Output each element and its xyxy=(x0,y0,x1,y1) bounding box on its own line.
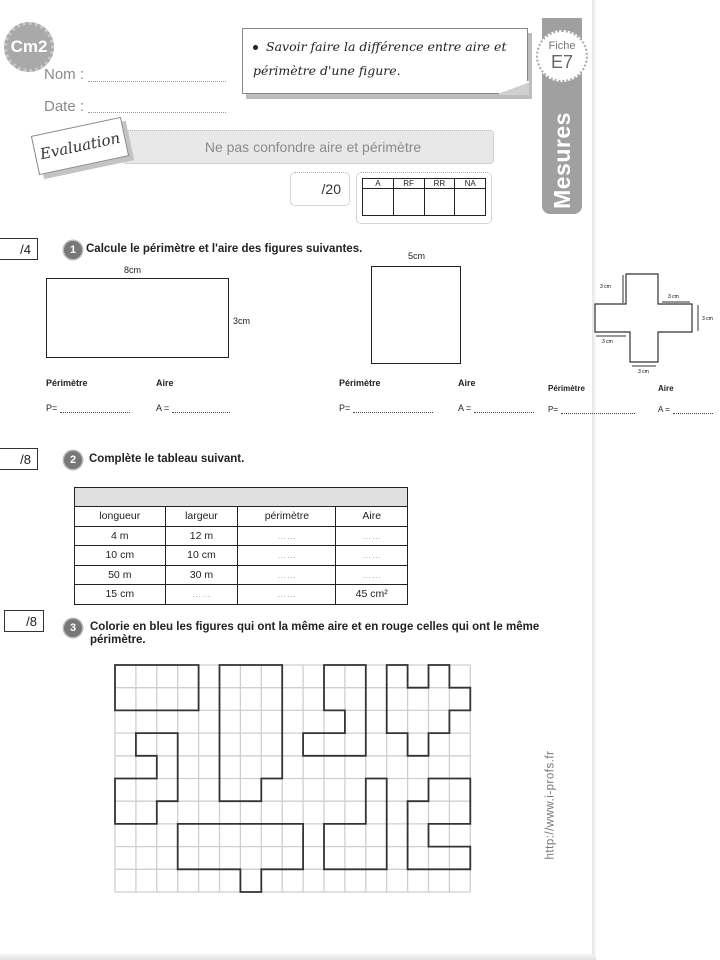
page-edge xyxy=(592,0,596,960)
subject-tab-label xyxy=(540,108,584,212)
fig3-left-arm-label: 3 cm xyxy=(602,339,613,345)
fig1-rectangle xyxy=(46,278,229,358)
grade-cell[interactable] xyxy=(393,189,424,216)
fig2-side-label: 5cm xyxy=(408,251,426,261)
fig3-bottom-label: 3 cm xyxy=(638,369,649,375)
ex1-points-box: /4 xyxy=(0,238,38,260)
grade-col-rr: RR xyxy=(424,179,455,189)
answer-dots[interactable] xyxy=(561,405,635,414)
fig2-area-label: Aire xyxy=(458,378,476,388)
fig3-cross xyxy=(580,262,720,382)
grade-col-na: NA xyxy=(455,179,486,189)
col-header: longueur xyxy=(75,507,166,527)
area-prefix: A = xyxy=(658,405,670,414)
ex2-table xyxy=(74,487,408,605)
worksheet-title: Ne pas confondre aire et périmètre xyxy=(122,130,494,164)
fiche-badge xyxy=(536,30,588,82)
evaluation-tag: Evaluation xyxy=(31,117,129,175)
table-cell: 15 cm xyxy=(75,585,166,605)
fig1-width-label: 8cm xyxy=(124,265,142,275)
table-answer-cell[interactable]: …… xyxy=(238,546,336,566)
col-header: périmètre xyxy=(238,507,336,527)
fiche-label: Fiche xyxy=(548,39,576,52)
table-cell: 4 m xyxy=(75,526,166,546)
fig3-perimeter-answer[interactable] xyxy=(548,405,635,414)
fig1-perimeter-label: Périmètre xyxy=(46,378,88,388)
fig2-square xyxy=(371,266,461,364)
fig1-area-answer[interactable] xyxy=(156,403,230,413)
grade-cell[interactable] xyxy=(424,189,455,216)
ex3-instruction-line-1: Colorie en bleu les figures qui ont la même aire et en rouge celles qui ont le même xyxy=(90,621,540,633)
ex2-number-icon: 2 xyxy=(64,451,82,469)
table-answer-cell[interactable]: …… xyxy=(336,565,408,585)
fiche-code: E7 xyxy=(550,51,574,72)
fig2-perimeter-label: Périmètre xyxy=(339,378,381,388)
objective-line-2: périmètre d'une figure. xyxy=(253,63,401,78)
table-row xyxy=(75,585,408,605)
fig1-area-label: Aire xyxy=(156,378,174,388)
site-url-text: http://www.i-profs.fr xyxy=(544,750,557,860)
page-fold-icon xyxy=(499,81,529,95)
subject-tab-text: Mesures xyxy=(548,111,575,209)
table-answer-cell[interactable]: …… xyxy=(165,585,238,605)
fig3-right-arm-side-label: 3 cm xyxy=(702,316,713,322)
grade-col-a: A xyxy=(363,179,394,189)
fig2-perimeter-answer[interactable] xyxy=(339,403,433,413)
fig3-perimeter-label: Périmètre xyxy=(548,384,585,393)
fig3-area-label: Aire xyxy=(658,384,674,393)
name-field[interactable] xyxy=(88,70,226,82)
answer-dots[interactable] xyxy=(353,404,433,413)
table-answer-cell[interactable]: …… xyxy=(238,565,336,585)
grade-col-rf: RF xyxy=(393,179,424,189)
grade-table xyxy=(362,178,486,216)
total-score-box: /20 xyxy=(290,172,350,206)
objective-line-1: Savoir faire la différence entre aire et xyxy=(266,39,507,54)
site-url xyxy=(540,735,560,875)
ex2-points-box: /8 xyxy=(0,448,38,470)
ex3-points-box: /8 xyxy=(4,610,44,632)
perimeter-prefix: P= xyxy=(548,405,559,414)
ex1-instruction: Calcule le périmètre et l'aire des figures suivantes. xyxy=(86,243,363,255)
table-cell: 10 cm xyxy=(165,546,238,566)
table-answer-cell[interactable]: …… xyxy=(336,526,408,546)
answer-dots[interactable] xyxy=(172,404,230,413)
table-answer-cell[interactable]: …… xyxy=(238,526,336,546)
ex3-number-icon: 3 xyxy=(64,619,82,637)
name-label: Nom : xyxy=(44,66,85,83)
date-label: Date : xyxy=(44,98,85,115)
table-answer-cell[interactable]: …… xyxy=(336,546,408,566)
fig3-top-arm-label: 3 cm xyxy=(600,284,611,290)
fig1-height-label: 3cm xyxy=(233,316,251,326)
fig1-perimeter-answer[interactable] xyxy=(46,403,130,413)
table-header-band xyxy=(75,488,408,507)
table-answer-cell[interactable]: …… xyxy=(238,585,336,605)
level-badge: Cm2 xyxy=(4,22,54,72)
area-prefix: A = xyxy=(458,403,472,413)
shape-grid xyxy=(113,663,473,895)
objective-box xyxy=(242,28,528,94)
grade-cell[interactable] xyxy=(363,189,394,216)
table-row xyxy=(75,565,408,585)
page-bottom-edge xyxy=(0,954,596,960)
table-cell: 30 m xyxy=(165,565,238,585)
table-cell: 12 m xyxy=(165,526,238,546)
table-cell: 45 cm² xyxy=(336,585,408,605)
col-header: largeur xyxy=(165,507,238,527)
table-row xyxy=(75,546,408,566)
grade-box xyxy=(356,172,492,224)
col-header: Aire xyxy=(336,507,408,527)
bullet-icon xyxy=(253,45,258,50)
ex3-instruction-line-2: périmètre. xyxy=(90,634,146,646)
date-field[interactable] xyxy=(88,101,226,113)
fig3-area-answer[interactable] xyxy=(658,405,713,414)
table-row xyxy=(75,526,408,546)
answer-dots[interactable] xyxy=(474,404,534,413)
perimeter-prefix: P= xyxy=(339,403,351,413)
table-cell: 50 m xyxy=(75,565,166,585)
grade-cell[interactable] xyxy=(455,189,486,216)
table-cell: 10 cm xyxy=(75,546,166,566)
ex1-number-icon: 1 xyxy=(64,241,82,259)
perimeter-prefix: P= xyxy=(46,403,58,413)
area-prefix: A = xyxy=(156,403,170,413)
ex2-instruction: Complète le tableau suivant. xyxy=(89,453,245,465)
fig3-right-arm-top-label: 3 cm xyxy=(668,294,679,300)
answer-dots[interactable] xyxy=(60,404,130,413)
fig2-area-answer[interactable] xyxy=(458,403,534,413)
answer-dots[interactable] xyxy=(673,405,713,414)
